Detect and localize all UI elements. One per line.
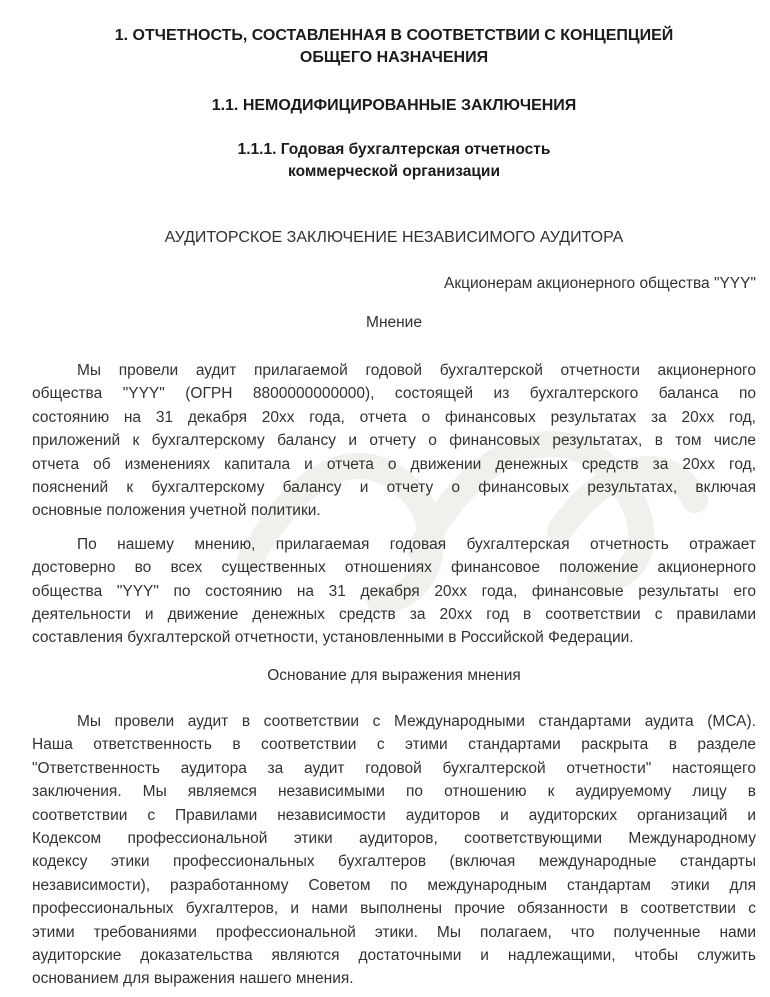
subsection-title-line: коммерческой организации [288, 163, 500, 180]
text-line: пояснений к бухгалтерскому балансу и отчету о финансовых результатах, включая [32, 479, 756, 497]
text-line: приложений к бухгалтерскому балансу и отчету о финансовых результатах, в том числе [32, 432, 756, 450]
text-line: По нашему мнению, прилагаемая годовая бухгалтерская отчетность отражает [77, 535, 756, 553]
text-line: отчета об изменениях капитала и отчета о движении денежных средств за 20хх год, [32, 455, 756, 473]
subsection-title-line: 1.1.1. Годовая бухгалтерская отчетность [237, 141, 551, 158]
text-line: Мы провели аудит прилагаемой годовой бухгалтерской отчетности акционерного [77, 362, 756, 379]
addressee-line: Акционерам акционерного общества "YYY" [444, 275, 756, 292]
text-line: заключения. Мы являемся независимыми по отношению к аудируемому лицу в [32, 783, 756, 801]
opinion-paragraph-1 [32, 359, 756, 523]
text-line: составления бухгалтерской отчетности, установленными в Российской Федерации. [32, 629, 634, 647]
opinion-heading: Мнение [366, 314, 422, 331]
text-line: Наша ответственность в соответствии с этими стандартами раскрыта в разделе [32, 736, 756, 754]
text-line: основанием для выражения нашего мнения. [32, 970, 354, 988]
text-line: Мы провели аудит в соответствии с Международными стандартами аудита (МСА). [77, 712, 756, 730]
section-title: 1.1. НЕМОДИФИЦИРОВАННЫЕ ЗАКЛЮЧЕНИЯ [211, 97, 577, 114]
chapter-title-line: ОБЩЕГО НАЗНАЧЕНИЯ [299, 49, 489, 66]
text-line: независимости), разработанному Советом по международным стандартам этики для [32, 876, 756, 894]
basis-heading: Основание для выражения мнения [267, 666, 521, 684]
text-line: аудиторские доказательства являются достаточными и надлежащими, чтобы служить [32, 946, 756, 964]
text-line: "Ответственность аудитора за аудит годовой бухгалтерской отчетности" настоящего [32, 759, 756, 777]
text-line: деятельности и движение денежных средств за 20хх год в соответствии с правилами [32, 606, 756, 624]
text-line: Кодексом профессиональной этики аудиторов, соответствующими Международному [32, 829, 756, 847]
text-line: общества "YYY" (ОГРН 8800000000000), состоящей из бухгалтерского баланса по [32, 385, 756, 403]
report-title: АУДИТОРСКОЕ ЗАКЛЮЧЕНИЕ НЕЗАВИСИМОГО АУДИТОРА [164, 229, 624, 246]
text-line: достоверно во всех существенных отношениях финансовое положение акционерного [32, 559, 756, 577]
opinion-paragraph-2 [32, 533, 756, 650]
text-line: основные положения учетной политики. [32, 502, 321, 520]
text-line: этими требованиями профессиональной этики. Мы полагаем, что полученные нами [32, 923, 756, 941]
chapter-title [32, 25, 756, 69]
subsection-title [32, 139, 756, 183]
text-line: общества "YYY" по состоянию на 31 декабря 20хх года, финансовые результаты его [32, 582, 756, 600]
basis-paragraph-1 [32, 710, 756, 991]
text-line: кодексу этики профессиональных бухгалтеров (включая международные стандарты [32, 853, 756, 871]
text-line: соответствии с Правилами независимости аудиторов и аудиторских организаций и [32, 806, 756, 824]
text-line: состоянию на 31 декабря 20хх года, отчета о финансовых результатах за 20хх год, [32, 408, 756, 426]
chapter-title-line: 1. ОТЧЕТНОСТЬ, СОСТАВЛЕННАЯ В СООТВЕТСТВИИ С КОНЦЕПЦИЕЙ [114, 27, 674, 44]
text-line: профессиональных бухгалтеров, и нами выполнены прочие обязанности в соответствии с [32, 900, 756, 918]
